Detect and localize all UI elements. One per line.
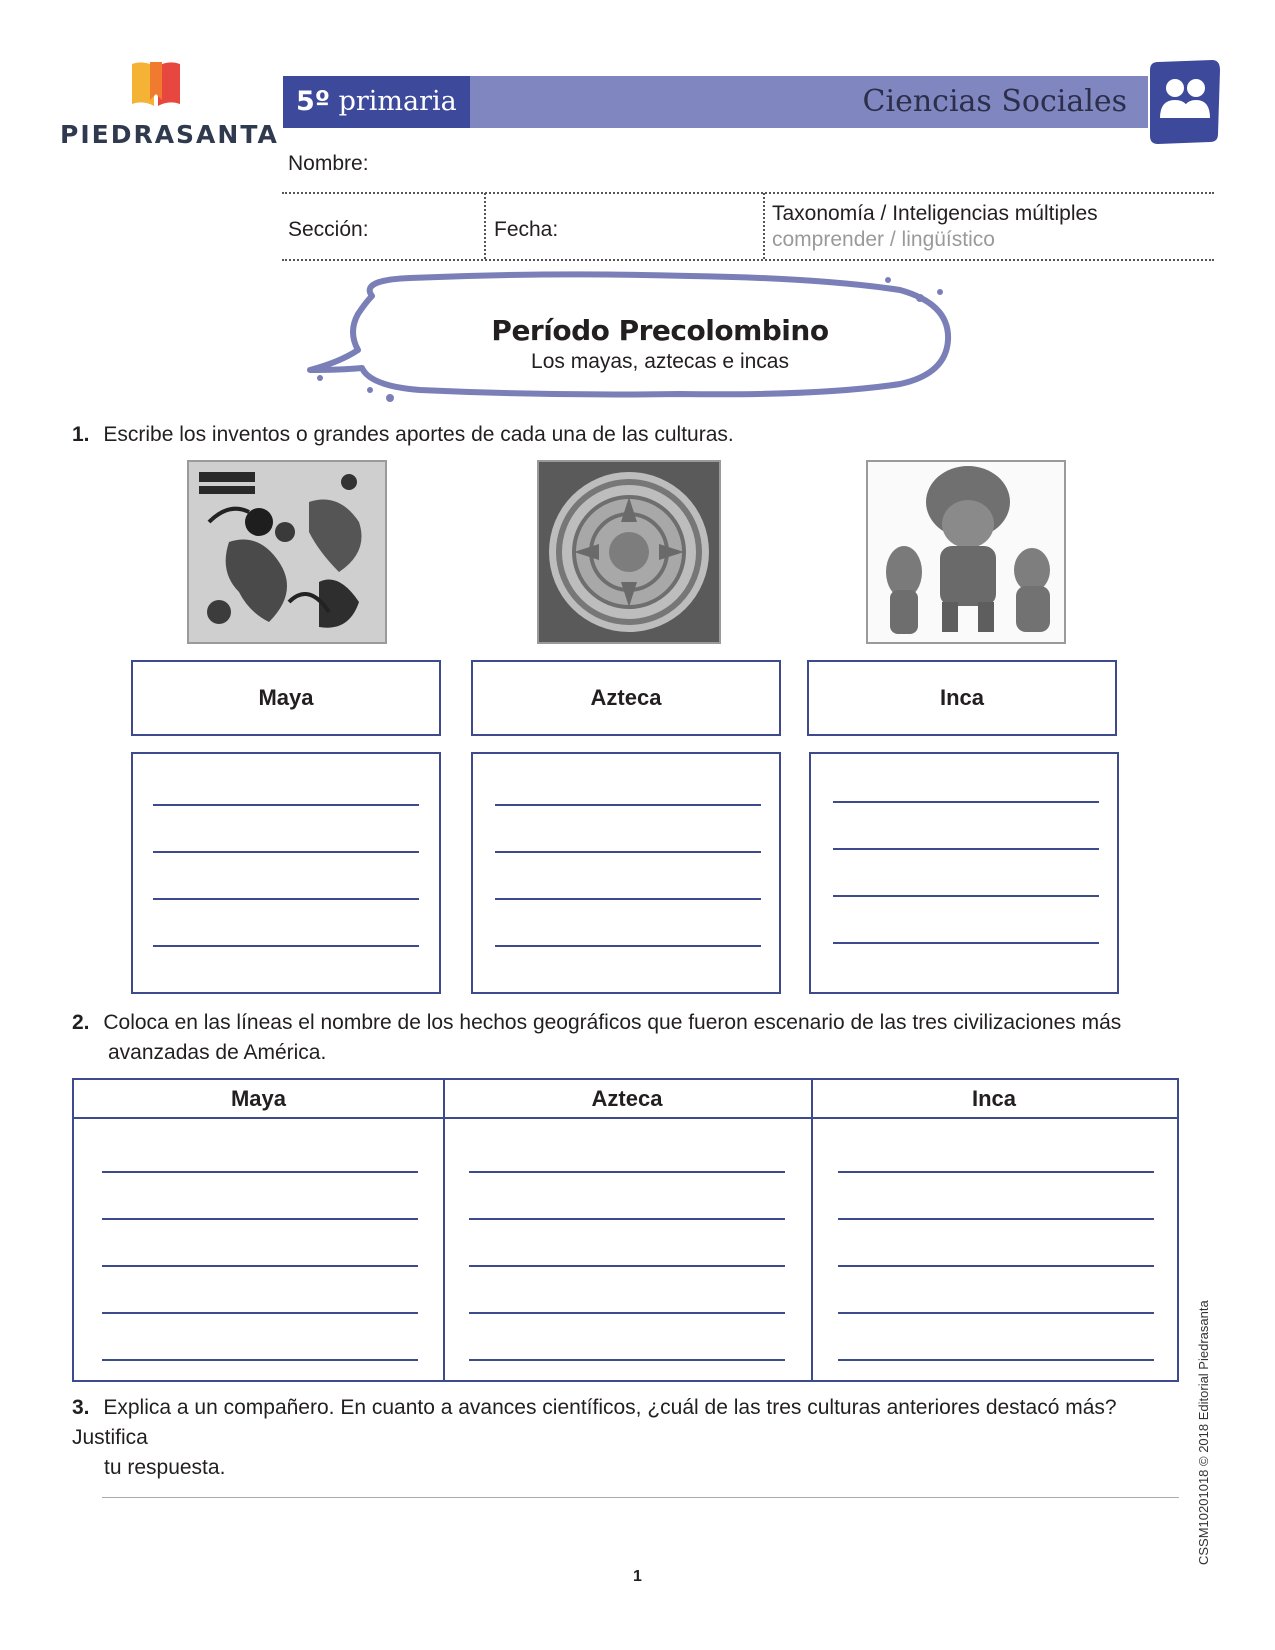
divider xyxy=(282,192,1214,194)
grade-label xyxy=(283,76,470,128)
answer-line[interactable] xyxy=(838,1218,1154,1220)
answer-line[interactable] xyxy=(838,1359,1154,1361)
answer-line[interactable] xyxy=(838,1171,1154,1173)
question-text: Coloca en las líneas el nombre de los hechos geográficos que fueron escenario de las tres civilizaciones más xyxy=(103,1011,1122,1034)
publisher-logo: PIEDRASANTA xyxy=(60,120,279,149)
q1-azteca-answer-box xyxy=(471,752,781,994)
page-number: 1 xyxy=(633,1568,642,1585)
q2-maya-header: Maya xyxy=(230,1086,287,1111)
people-icon xyxy=(1148,60,1220,144)
question-number: 3. xyxy=(72,1396,90,1419)
question-number: 1. xyxy=(72,423,90,446)
q2-inca-header: Inca xyxy=(971,1086,1017,1111)
question-3 xyxy=(72,1393,1187,1483)
answer-line[interactable] xyxy=(102,1171,418,1173)
divider xyxy=(763,193,765,259)
taxonomy-value: comprender / lingüístico xyxy=(772,228,995,251)
answer-line[interactable] xyxy=(469,1218,785,1220)
question-text-cont: tu respuesta. xyxy=(104,1456,226,1479)
answer-line[interactable] xyxy=(495,945,761,947)
inca-pottery-image xyxy=(866,460,1066,644)
aztec-sun-stone-image xyxy=(537,460,721,644)
answer-line[interactable] xyxy=(469,1171,785,1173)
page-title: Período Precolombino xyxy=(491,314,829,347)
q1-maya-header: Maya xyxy=(131,660,441,736)
fecha-label: Fecha: xyxy=(494,218,559,241)
q2-table xyxy=(72,1078,1179,1382)
answer-line[interactable] xyxy=(102,1359,418,1361)
answer-line[interactable] xyxy=(102,1312,418,1314)
answer-line[interactable] xyxy=(102,1497,1179,1498)
answer-line[interactable] xyxy=(495,851,761,853)
answer-line[interactable] xyxy=(153,804,419,806)
seccion-label: Sección: xyxy=(288,218,369,241)
answer-line[interactable] xyxy=(153,898,419,900)
answer-line[interactable] xyxy=(469,1265,785,1267)
answer-line[interactable] xyxy=(495,898,761,900)
answer-line[interactable] xyxy=(838,1265,1154,1267)
answer-line[interactable] xyxy=(833,942,1099,944)
maya-codex-image xyxy=(187,460,387,644)
q1-inca-header: Inca xyxy=(807,660,1117,736)
q1-azteca-header: Azteca xyxy=(471,660,781,736)
answer-line[interactable] xyxy=(102,1265,418,1267)
copyright-notice: CSSM10201018 © 2018 Editorial Piedrasanta xyxy=(1196,1300,1211,1565)
page-subtitle: Los mayas, aztecas e incas xyxy=(531,350,789,373)
subject-title: Ciencias Sociales xyxy=(862,84,1127,119)
grade-number: 5º xyxy=(296,86,331,117)
table-header-divider xyxy=(74,1117,1177,1119)
q1-inca-answer-box xyxy=(809,752,1119,994)
question-1 xyxy=(72,420,1172,450)
q1-maya-answer-box xyxy=(131,752,441,994)
question-2 xyxy=(72,1008,1182,1068)
answer-line[interactable] xyxy=(469,1312,785,1314)
question-text-cont: avanzadas de América. xyxy=(108,1041,327,1064)
answer-line[interactable] xyxy=(833,801,1099,803)
table-column-divider xyxy=(443,1080,445,1380)
answer-line[interactable] xyxy=(469,1359,785,1361)
question-text: Explica a un compañero. En cuanto a avances científicos, ¿cuál de las tres culturas anteriores destacó más? Justifica xyxy=(72,1396,1117,1449)
question-number: 2. xyxy=(72,1011,90,1034)
answer-line[interactable] xyxy=(833,895,1099,897)
answer-line[interactable] xyxy=(153,851,419,853)
nombre-label: Nombre: xyxy=(288,152,369,175)
table-column-divider xyxy=(811,1080,813,1380)
question-text: Escribe los inventos o grandes aportes de cada una de las culturas. xyxy=(103,423,734,446)
answer-line[interactable] xyxy=(833,848,1099,850)
divider xyxy=(484,193,486,259)
piedrasanta-logo-book-icon xyxy=(128,60,184,110)
answer-line[interactable] xyxy=(495,804,761,806)
q2-azteca-header: Azteca xyxy=(591,1086,663,1111)
answer-line[interactable] xyxy=(153,945,419,947)
grade-word: primaria xyxy=(338,86,457,117)
taxonomy-label: Taxonomía / Inteligencias múltiples xyxy=(772,202,1098,225)
answer-line[interactable] xyxy=(102,1218,418,1220)
divider xyxy=(282,259,1214,261)
answer-line[interactable] xyxy=(838,1312,1154,1314)
